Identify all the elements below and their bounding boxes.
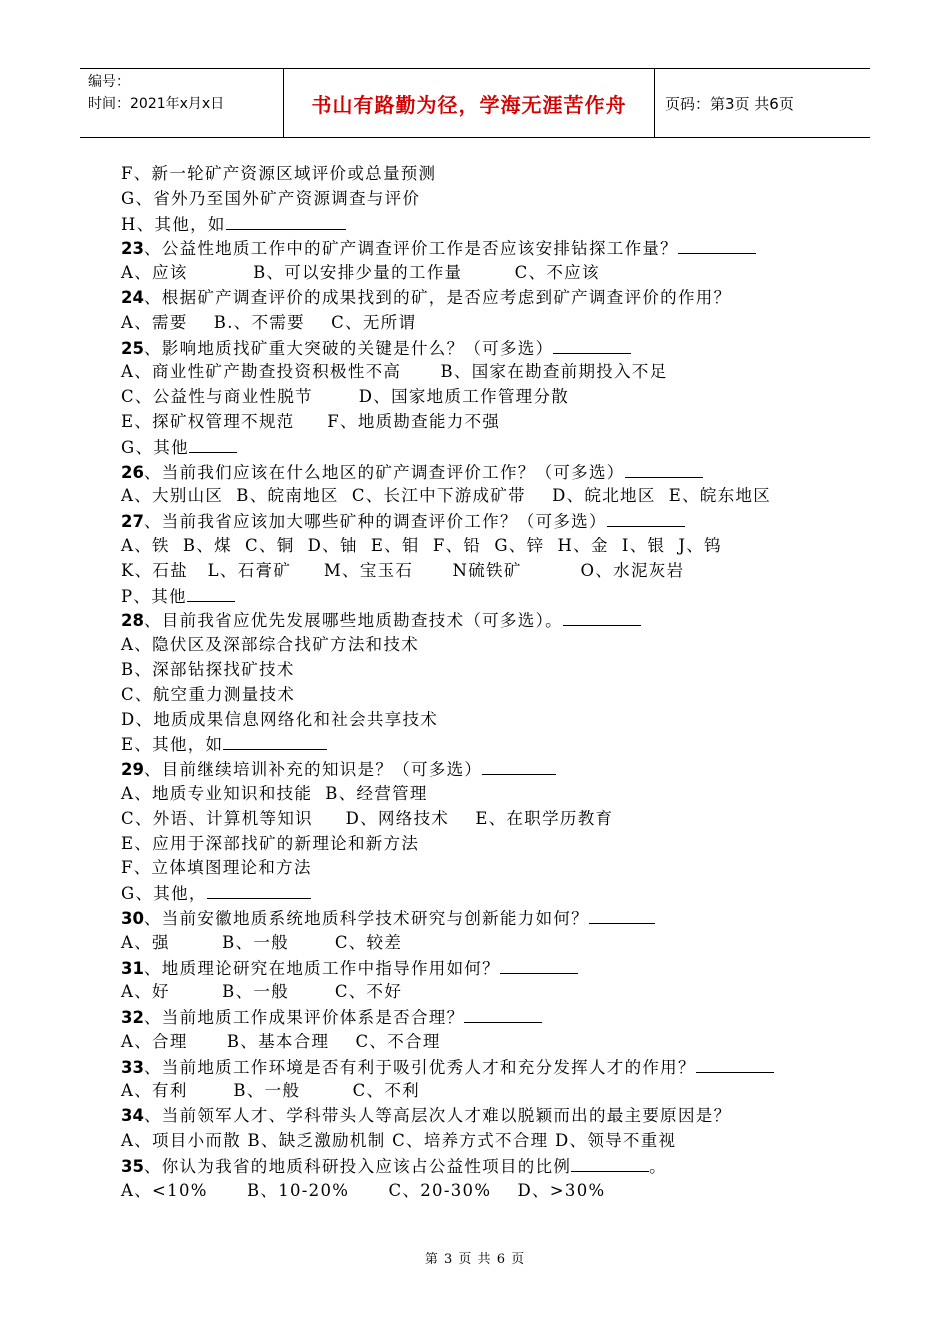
option-line bbox=[121, 385, 841, 410]
question-number: 32 bbox=[121, 1008, 144, 1028]
line-text: 、根据矿产调查评价的成果找到的矿，是否应考虑到矿产调查评价的作用？ bbox=[143, 287, 732, 307]
page-header bbox=[80, 68, 870, 138]
line-text: H、其他，如 bbox=[121, 214, 226, 234]
header-motto: 书山有路勤为径，学海无涯苦作舟 bbox=[284, 69, 655, 137]
option-line bbox=[121, 1079, 841, 1104]
line-text: A、项目小而散 B、缺乏激励机制 C、培养方式不合理 D、领导不重视 bbox=[121, 1131, 677, 1151]
option-line bbox=[121, 1030, 841, 1055]
line-text: 、当前地质工作环境是否有利于吸引优秀人才和充分发挥人才的作用？ bbox=[143, 1057, 696, 1077]
option-line bbox=[121, 162, 841, 187]
question-number: 26 bbox=[121, 462, 144, 482]
number-label: 编号： bbox=[88, 74, 130, 90]
answer-blank[interactable] bbox=[500, 956, 578, 974]
option-line bbox=[121, 633, 841, 658]
option-line bbox=[121, 782, 841, 807]
line-text: B、深部钻探找矿技术 bbox=[121, 659, 295, 679]
answer-blank[interactable] bbox=[226, 212, 346, 230]
answer-blank[interactable] bbox=[223, 732, 327, 750]
answer-blank[interactable] bbox=[207, 881, 311, 899]
question-line bbox=[121, 236, 841, 261]
answer-blank[interactable] bbox=[696, 1055, 774, 1073]
question-line bbox=[121, 509, 841, 534]
line-text: E、应用于深部找矿的新理论和新方法 bbox=[121, 833, 420, 853]
option-line bbox=[121, 683, 841, 708]
line-text: 、目前我省应优先发展哪些地质勘查技术（可多选）。 bbox=[143, 611, 563, 631]
header-page-info: 页码：第3页 共6页 bbox=[665, 94, 794, 113]
line-text: A、强 B、一般 C、较差 bbox=[121, 932, 403, 952]
option-line bbox=[121, 732, 841, 757]
line-text: A、需要 B.、不需要 C、无所谓 bbox=[121, 312, 417, 332]
line-text: A、铁 B、煤 C、铜 D、铀 E、钼 F、铅 G、锌 H、金 I、银 J、钨 bbox=[121, 535, 722, 555]
question-line bbox=[121, 336, 841, 361]
question-line bbox=[121, 906, 841, 931]
line-text: 、地质理论研究在地质工作中指导作用如何？ bbox=[143, 958, 500, 978]
line-text: C、航空重力测量技术 bbox=[121, 684, 296, 704]
line-text: 、当前我省应该加大哪些矿种的调查评价工作？（可多选） bbox=[143, 512, 607, 532]
option-line bbox=[121, 360, 841, 385]
line-text: A、<10% B、10-20% C、20-30% D、>30% bbox=[121, 1180, 606, 1200]
question-number: 35 bbox=[121, 1156, 144, 1176]
question-line bbox=[121, 460, 841, 485]
option-line bbox=[121, 807, 841, 832]
option-line bbox=[121, 534, 841, 559]
line-text: A、商业性矿产勘查投资积极性不高 B、国家在勘查前期投入不足 bbox=[121, 362, 668, 382]
option-line bbox=[121, 881, 841, 906]
line-text: A、合理 B、基本合理 C、不合理 bbox=[121, 1031, 441, 1051]
line-text: A、大别山区 B、皖南地区 C、长江中下游成矿带 D、皖北地区 E、皖东地区 bbox=[121, 486, 772, 506]
question-line bbox=[121, 608, 841, 633]
question-line bbox=[121, 956, 841, 981]
option-line bbox=[121, 980, 841, 1005]
line-text: P、其他 bbox=[121, 586, 187, 606]
answer-blank[interactable] bbox=[189, 435, 237, 453]
line-text: E、探矿权管理不规范 F、地质勘查能力不强 bbox=[121, 411, 501, 431]
answer-blank[interactable] bbox=[553, 336, 631, 354]
question-line bbox=[121, 1055, 841, 1080]
answer-blank[interactable] bbox=[563, 608, 641, 626]
option-line bbox=[121, 1129, 841, 1154]
date-label: 时间：2021年x月x日 bbox=[88, 96, 225, 112]
answer-blank[interactable] bbox=[625, 460, 703, 478]
page-footer: 第 3 页 共 6 页 bbox=[424, 1252, 526, 1267]
option-line bbox=[121, 1179, 841, 1204]
line-text: G、省外乃至国外矿产资源调查与评价 bbox=[121, 188, 421, 208]
question-line bbox=[121, 1104, 841, 1129]
line-text: G、其他， bbox=[121, 884, 207, 904]
option-line bbox=[121, 584, 841, 609]
option-line bbox=[121, 311, 841, 336]
questionnaire-body bbox=[121, 162, 841, 1203]
question-line bbox=[121, 757, 841, 782]
option-line bbox=[121, 832, 841, 857]
line-text: 、当前领军人才、学科带头人等高层次人才难以脱颖而出的最主要原因是？ bbox=[143, 1106, 732, 1126]
line-text: 、公益性地质工作中的矿产调查评价工作是否应该安排钻探工作量？ bbox=[143, 239, 678, 259]
question-number: 29 bbox=[121, 760, 144, 780]
line-text: A、好 B、一般 C、不好 bbox=[121, 982, 403, 1002]
line-text: C、公益性与商业性脱节 D、国家地质工作管理分散 bbox=[121, 387, 570, 407]
option-line bbox=[121, 187, 841, 212]
answer-blank[interactable] bbox=[678, 236, 756, 254]
line-text: F、立体填图理论和方法 bbox=[121, 858, 312, 878]
line-text: F、新一轮矿产资源区域评价或总量预测 bbox=[121, 164, 437, 183]
line-text: 、当前安徽地质系统地质科学技术研究与创新能力如何？ bbox=[143, 908, 589, 928]
line-text: 、影响地质找矿重大突破的关键是什么？（可多选） bbox=[143, 338, 554, 358]
option-line bbox=[121, 559, 841, 584]
question-number: 30 bbox=[121, 908, 144, 928]
answer-blank[interactable] bbox=[571, 1154, 649, 1172]
line-text: E、其他，如 bbox=[121, 735, 224, 755]
line-text: G、其他 bbox=[121, 437, 189, 457]
line-suffix: 。 bbox=[649, 1156, 667, 1176]
question-line bbox=[121, 1005, 841, 1030]
question-number: 25 bbox=[121, 338, 144, 358]
answer-blank[interactable] bbox=[607, 509, 685, 527]
answer-blank[interactable] bbox=[464, 1005, 542, 1023]
question-number: 28 bbox=[121, 611, 144, 631]
option-line bbox=[121, 261, 841, 286]
line-text: 、当前地质工作成果评价体系是否合理？ bbox=[143, 1008, 465, 1028]
line-text: A、应该 B、可以安排少量的工作量 C、不应该 bbox=[121, 263, 600, 283]
question-number: 34 bbox=[121, 1106, 144, 1126]
option-line bbox=[121, 435, 841, 460]
line-text: 、你认为我省的地质科研投入应该占公益性项目的比例 bbox=[143, 1156, 572, 1176]
answer-blank[interactable] bbox=[482, 757, 556, 775]
option-line bbox=[121, 931, 841, 956]
answer-blank[interactable] bbox=[187, 584, 235, 602]
option-line bbox=[121, 708, 841, 733]
option-line bbox=[121, 484, 841, 509]
option-line bbox=[121, 856, 841, 881]
question-number: 31 bbox=[121, 958, 144, 978]
header-meta bbox=[80, 69, 284, 137]
line-text: 、目前继续培训补充的知识是？（可多选） bbox=[143, 760, 483, 780]
question-number: 23 bbox=[121, 239, 144, 259]
option-line bbox=[121, 658, 841, 683]
line-text: 、当前我们应该在什么地区的矿产调查评价工作？（可多选） bbox=[143, 462, 625, 482]
line-text: A、隐伏区及深部综合找矿方法和技术 bbox=[121, 635, 420, 655]
line-text: A、地质专业知识和技能 B、经营管理 bbox=[121, 783, 428, 803]
option-line bbox=[121, 212, 841, 237]
option-line bbox=[121, 410, 841, 435]
line-text: K、石盐 L、石膏矿 M、宝玉石 N硫铁矿 O、水泥灰岩 bbox=[121, 560, 685, 580]
question-number: 27 bbox=[121, 512, 144, 532]
question-number: 24 bbox=[121, 287, 144, 307]
line-text: C、外语、计算机等知识 D、网络技术 E、在职学历教育 bbox=[121, 808, 614, 828]
line-text: A、有利 B、一般 C、不利 bbox=[121, 1081, 420, 1101]
question-line bbox=[121, 1154, 841, 1179]
line-text: D、地质成果信息网络化和社会共享技术 bbox=[121, 709, 439, 729]
answer-blank[interactable] bbox=[589, 906, 655, 924]
question-number: 33 bbox=[121, 1057, 144, 1077]
question-line bbox=[121, 286, 841, 311]
